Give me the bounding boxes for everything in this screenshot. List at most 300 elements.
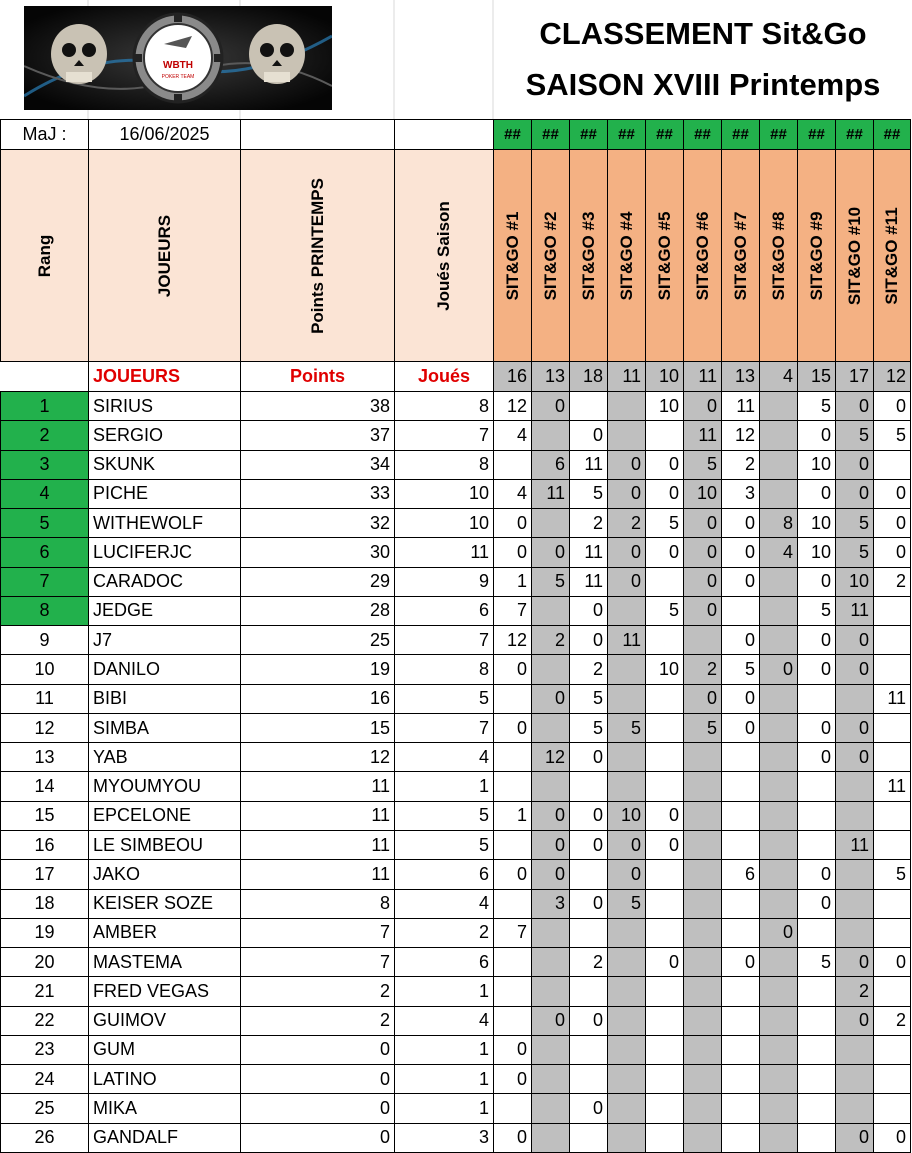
rank-cell: 2 (1, 421, 89, 450)
points-cell: 2 (241, 1006, 395, 1035)
table-row (1, 421, 911, 450)
rank-cell: 26 (1, 1123, 89, 1152)
sitgo-score-cell (836, 889, 874, 918)
sitgo-score-cell: 0 (874, 392, 911, 421)
sitgo-score-cell (570, 1123, 608, 1152)
table-row (1, 889, 911, 918)
sitgo-score-cell: 4 (760, 538, 798, 567)
title-block (494, 8, 912, 110)
page-title-line1: CLASSEMENT Sit&Go (539, 16, 867, 51)
rank-cell: 3 (1, 450, 89, 479)
points-cell: 15 (241, 713, 395, 742)
hash-cell: ## (798, 120, 836, 150)
sitgo-score-cell (532, 596, 570, 625)
player-name: GANDALF (89, 1123, 241, 1152)
sitgo-score-cell: 0 (684, 567, 722, 596)
sitgo-score-cell (760, 392, 798, 421)
rank-cell: 14 (1, 772, 89, 801)
rank-cell: 5 (1, 509, 89, 538)
sitgo-score-cell: 8 (760, 509, 798, 538)
sitgo-score-cell (722, 801, 760, 830)
logo-text-top: WBTH (163, 60, 193, 71)
sitgo-score-cell: 5 (798, 392, 836, 421)
sitgo-score-cell (532, 918, 570, 947)
sitgo-score-cell (684, 918, 722, 947)
sitgo-score-cell: 0 (874, 509, 911, 538)
sitgo-score-cell: 0 (570, 1094, 608, 1123)
sitgo-score-cell (760, 977, 798, 1006)
sitgo-score-cell: 5 (836, 421, 874, 450)
sitgo-score-cell (874, 801, 911, 830)
played-cell: 5 (395, 684, 494, 713)
sitgo-score-cell: 3 (532, 889, 570, 918)
sitgo-score-cell (646, 889, 684, 918)
sitgo-score-cell (760, 1065, 798, 1094)
sitgo-score-cell (722, 830, 760, 859)
sitgo-score-cell: 10 (646, 392, 684, 421)
sitgo-score-cell: 11 (570, 450, 608, 479)
sitgo-score-cell (608, 392, 646, 421)
table-row (1, 392, 911, 421)
sitgo-score-cell (684, 1065, 722, 1094)
sitgo-score-cell (532, 1123, 570, 1152)
sitgo-score-cell (532, 948, 570, 977)
empty-cell (395, 120, 494, 150)
hash-cell: ## (646, 120, 684, 150)
sitgo-score-cell: 5 (836, 509, 874, 538)
rank-cell: 10 (1, 655, 89, 684)
sitgo-score-cell (684, 830, 722, 859)
player-name: AMBER (89, 918, 241, 947)
sitgo-score-cell (760, 596, 798, 625)
table-row (1, 655, 911, 684)
hash-cell: ## (760, 120, 798, 150)
sitgo-score-cell (608, 1006, 646, 1035)
table-row (1, 1006, 911, 1035)
sitgo-score-cell: 0 (608, 479, 646, 508)
player-name: MYOUMYOU (89, 772, 241, 801)
team-logo (24, 6, 332, 110)
played-cell: 8 (395, 450, 494, 479)
points-cell: 0 (241, 1035, 395, 1064)
sitgo-score-cell: 4 (494, 479, 532, 508)
header-joueurs: JOUEURS (89, 150, 241, 362)
sitgo-score-cell (760, 1094, 798, 1123)
sitgo-score-cell: 5 (798, 596, 836, 625)
sitgo-score-cell: 11 (684, 421, 722, 450)
participants-count: 4 (760, 362, 798, 392)
player-name: SKUNK (89, 450, 241, 479)
hash-cell: ## (874, 120, 911, 150)
sitgo-score-cell (722, 889, 760, 918)
sitgo-score-cell (608, 684, 646, 713)
table-row (1, 1123, 911, 1152)
sitgo-score-cell: 0 (684, 509, 722, 538)
sitgo-score-cell (722, 743, 760, 772)
sitgo-score-cell (760, 479, 798, 508)
sitgo-score-cell: 10 (798, 450, 836, 479)
sitgo-score-cell: 0 (570, 626, 608, 655)
sitgo-score-cell: 0 (570, 1006, 608, 1035)
sitgo-score-cell: 0 (570, 596, 608, 625)
table-row (1, 801, 911, 830)
rank-cell: 16 (1, 830, 89, 859)
participants-count: 11 (608, 362, 646, 392)
sitgo-score-cell (874, 626, 911, 655)
sitgo-score-cell: 0 (646, 450, 684, 479)
played-cell: 2 (395, 918, 494, 947)
sitgo-score-cell: 0 (532, 801, 570, 830)
rank-cell: 15 (1, 801, 89, 830)
sitgo-score-cell: 5 (532, 567, 570, 596)
logo-text-bottom: POKER TEAM (161, 74, 195, 80)
sitgo-score-cell (494, 450, 532, 479)
table-row (1, 1035, 911, 1064)
rank-cell: 25 (1, 1094, 89, 1123)
player-name: JEDGE (89, 596, 241, 625)
sitgo-score-cell (684, 889, 722, 918)
sitgo-score-cell: 2 (684, 655, 722, 684)
participants-count: 15 (798, 362, 836, 392)
sitgo-score-cell (798, 918, 836, 947)
player-name: LATINO (89, 1065, 241, 1094)
player-name: BIBI (89, 684, 241, 713)
sitgo-score-cell: 0 (494, 1123, 532, 1152)
sitgo-score-cell: 0 (532, 392, 570, 421)
played-cell: 11 (395, 538, 494, 567)
played-cell: 7 (395, 626, 494, 655)
rank-cell: 8 (1, 596, 89, 625)
sitgo-score-cell: 0 (874, 1123, 911, 1152)
sitgo-score-cell: 10 (798, 538, 836, 567)
sitgo-score-cell: 0 (798, 567, 836, 596)
subheader-joueurs: JOUEURS (89, 362, 241, 392)
points-cell: 30 (241, 538, 395, 567)
sitgo-score-cell (570, 860, 608, 889)
participants-count: 18 (570, 362, 608, 392)
participants-count: 13 (532, 362, 570, 392)
sitgo-score-cell (760, 860, 798, 889)
sitgo-score-cell: 0 (532, 830, 570, 859)
sitgo-score-cell: 10 (798, 509, 836, 538)
sitgo-score-cell (874, 1065, 911, 1094)
sitgo-score-cell (874, 450, 911, 479)
rank-cell: 24 (1, 1065, 89, 1094)
sitgo-score-cell: 2 (874, 567, 911, 596)
sitgo-score-cell (722, 772, 760, 801)
player-name: DANILO (89, 655, 241, 684)
sitgo-score-cell: 6 (722, 860, 760, 889)
sitgo-score-cell: 5 (646, 596, 684, 625)
sitgo-score-cell: 11 (836, 830, 874, 859)
sitgo-score-cell: 7 (494, 596, 532, 625)
sitgo-score-cell: 0 (874, 479, 911, 508)
table-row (1, 948, 911, 977)
rank-cell: 23 (1, 1035, 89, 1064)
sitgo-score-cell (608, 655, 646, 684)
sitgo-score-cell (646, 1123, 684, 1152)
sitgo-score-cell (532, 1094, 570, 1123)
sitgo-score-cell: 0 (646, 479, 684, 508)
points-cell: 33 (241, 479, 395, 508)
sitgo-score-cell: 0 (532, 538, 570, 567)
sitgo-score-cell: 0 (532, 860, 570, 889)
played-cell: 1 (395, 1094, 494, 1123)
played-cell: 6 (395, 948, 494, 977)
played-cell: 4 (395, 889, 494, 918)
sitgo-score-cell: 5 (570, 684, 608, 713)
player-name: EPCELONE (89, 801, 241, 830)
sitgo-score-cell (684, 801, 722, 830)
points-cell: 38 (241, 392, 395, 421)
participants-count: 12 (874, 362, 911, 392)
points-cell: 11 (241, 772, 395, 801)
sitgo-score-cell (722, 1123, 760, 1152)
maj-date: 16/06/2025 (89, 120, 241, 150)
sitgo-score-cell (684, 1094, 722, 1123)
participants-count: 16 (494, 362, 532, 392)
sitgo-score-cell: 0 (494, 509, 532, 538)
sitgo-score-cell: 7 (494, 918, 532, 947)
sitgo-score-cell (722, 1006, 760, 1035)
sitgo-score-cell: 5 (608, 713, 646, 742)
sitgo-score-cell (760, 830, 798, 859)
table-row (1, 626, 911, 655)
sitgo-score-cell (646, 743, 684, 772)
sitgo-score-cell: 0 (646, 801, 684, 830)
table-row (1, 596, 911, 625)
player-name: YAB (89, 743, 241, 772)
empty-cell (241, 120, 395, 150)
sitgo-score-cell: 0 (836, 450, 874, 479)
player-name: JAKO (89, 860, 241, 889)
sitgo-score-cell: 0 (494, 713, 532, 742)
player-name: WITHEWOLF (89, 509, 241, 538)
sitgo-score-cell (646, 421, 684, 450)
sitgo-score-cell: 5 (836, 538, 874, 567)
sitgo-score-cell (608, 1123, 646, 1152)
sitgo-score-cell: 12 (494, 626, 532, 655)
played-cell: 1 (395, 1035, 494, 1064)
sitgo-score-cell (646, 713, 684, 742)
sitgo-score-cell (798, 684, 836, 713)
sitgo-score-cell (798, 1094, 836, 1123)
points-cell: 29 (241, 567, 395, 596)
sitgo-score-cell (684, 977, 722, 1006)
sitgo-score-cell: 0 (722, 948, 760, 977)
sitgo-score-cell (532, 772, 570, 801)
sitgo-score-cell (494, 1094, 532, 1123)
hash-cell: ## (684, 120, 722, 150)
sitgo-score-cell (608, 1035, 646, 1064)
sitgo-score-cell: 0 (836, 655, 874, 684)
poker-chip-skulls-logo-icon (24, 6, 332, 110)
sitgo-score-cell (532, 713, 570, 742)
sitgo-score-cell: 11 (532, 479, 570, 508)
table-row (1, 830, 911, 859)
participants-count: 11 (684, 362, 722, 392)
table-row (1, 509, 911, 538)
sitgo-score-cell (494, 772, 532, 801)
sitgo-score-cell (760, 948, 798, 977)
table-row (1, 713, 911, 742)
empty-cell (1, 362, 89, 392)
player-name: SERGIO (89, 421, 241, 450)
sitgo-score-cell: 6 (532, 450, 570, 479)
header-sitgo-7: SIT&GO #7 (722, 150, 760, 362)
played-cell: 7 (395, 421, 494, 450)
sitgo-score-cell: 0 (608, 450, 646, 479)
sitgo-score-cell: 0 (722, 713, 760, 742)
sitgo-score-cell (798, 1123, 836, 1152)
sitgo-score-cell: 12 (722, 421, 760, 450)
sitgo-score-cell: 0 (874, 538, 911, 567)
sitgo-score-cell (722, 596, 760, 625)
sitgo-score-cell (684, 743, 722, 772)
sitgo-score-cell (532, 421, 570, 450)
table-row (1, 918, 911, 947)
played-cell: 5 (395, 830, 494, 859)
sitgo-score-cell: 10 (646, 655, 684, 684)
player-name: KEISER SOZE (89, 889, 241, 918)
rank-cell: 11 (1, 684, 89, 713)
sitgo-score-cell: 0 (646, 830, 684, 859)
rank-cell: 9 (1, 626, 89, 655)
sitgo-score-cell (684, 626, 722, 655)
header-joues: Joués Saison (395, 150, 494, 362)
played-cell: 1 (395, 1065, 494, 1094)
points-cell: 34 (241, 450, 395, 479)
sitgo-score-cell: 5 (798, 948, 836, 977)
points-cell: 16 (241, 684, 395, 713)
header-sitgo-9: SIT&GO #9 (798, 150, 836, 362)
sitgo-score-cell: 0 (836, 713, 874, 742)
sitgo-score-cell (646, 1006, 684, 1035)
header-sitgo-4: SIT&GO #4 (608, 150, 646, 362)
sitgo-score-cell: 5 (684, 450, 722, 479)
header-sitgo-6: SIT&GO #6 (684, 150, 722, 362)
sitgo-score-cell (874, 1035, 911, 1064)
sitgo-score-cell (874, 655, 911, 684)
played-cell: 1 (395, 772, 494, 801)
sitgo-score-cell: 2 (570, 948, 608, 977)
sitgo-score-cell (608, 1094, 646, 1123)
points-cell: 12 (241, 743, 395, 772)
sitgo-score-cell: 11 (874, 684, 911, 713)
subheader-joues: Joués (395, 362, 494, 392)
played-cell: 6 (395, 860, 494, 889)
sitgo-score-cell: 0 (798, 655, 836, 684)
sitgo-score-cell: 5 (608, 889, 646, 918)
sitgo-score-cell: 0 (722, 626, 760, 655)
sitgo-score-cell (608, 421, 646, 450)
sitgo-score-cell: 0 (798, 626, 836, 655)
sitgo-score-cell (684, 1006, 722, 1035)
sitgo-score-cell: 0 (798, 421, 836, 450)
player-name: CARADOC (89, 567, 241, 596)
sitgo-score-cell: 4 (494, 421, 532, 450)
table-row (1, 743, 911, 772)
sitgo-score-cell (760, 450, 798, 479)
sitgo-score-cell (532, 977, 570, 1006)
sitgo-score-cell (760, 801, 798, 830)
sitgo-score-cell (760, 743, 798, 772)
sitgo-score-cell: 5 (722, 655, 760, 684)
player-name: PICHE (89, 479, 241, 508)
header-sitgo-3: SIT&GO #3 (570, 150, 608, 362)
sitgo-score-cell (836, 1094, 874, 1123)
sitgo-score-cell (494, 889, 532, 918)
sitgo-score-cell (570, 392, 608, 421)
rank-cell: 20 (1, 948, 89, 977)
table-row (1, 538, 911, 567)
table-row (1, 684, 911, 713)
player-name: SIRIUS (89, 392, 241, 421)
sitgo-score-cell (494, 830, 532, 859)
sitgo-score-cell: 0 (608, 538, 646, 567)
rank-cell: 12 (1, 713, 89, 742)
header-sitgo-11: SIT&GO #11 (874, 150, 911, 362)
sitgo-score-cell (494, 948, 532, 977)
sitgo-score-cell (532, 1035, 570, 1064)
sitgo-score-cell: 0 (494, 655, 532, 684)
sitgo-score-cell (570, 977, 608, 1006)
sitgo-score-cell: 0 (684, 596, 722, 625)
sitgo-score-cell: 0 (684, 392, 722, 421)
sitgo-score-cell (722, 977, 760, 1006)
points-cell: 2 (241, 977, 395, 1006)
sitgo-score-cell (684, 772, 722, 801)
points-cell: 0 (241, 1065, 395, 1094)
sitgo-score-cell (646, 626, 684, 655)
sitgo-score-cell (684, 1123, 722, 1152)
played-cell: 1 (395, 977, 494, 1006)
hash-cell: ## (836, 120, 874, 150)
points-cell: 11 (241, 830, 395, 859)
sitgo-score-cell: 5 (684, 713, 722, 742)
sitgo-score-cell (684, 1035, 722, 1064)
sitgo-score-cell: 0 (570, 830, 608, 859)
sitgo-score-cell: 0 (836, 948, 874, 977)
sitgo-score-cell (836, 684, 874, 713)
header-row (1, 150, 911, 362)
sitgo-score-cell (760, 889, 798, 918)
sitgo-score-cell (798, 1065, 836, 1094)
sitgo-score-cell: 0 (570, 421, 608, 450)
table-row (1, 479, 911, 508)
rank-cell: 22 (1, 1006, 89, 1035)
header-points: Points PRINTEMPS (241, 150, 395, 362)
sitgo-score-cell: 5 (874, 860, 911, 889)
sitgo-score-cell: 2 (874, 1006, 911, 1035)
header-sitgo-10: SIT&GO #10 (836, 150, 874, 362)
rank-cell: 13 (1, 743, 89, 772)
sitgo-score-cell: 0 (722, 538, 760, 567)
player-name: GUIMOV (89, 1006, 241, 1035)
sitgo-score-cell (760, 713, 798, 742)
table-row (1, 772, 911, 801)
header-sitgo-8: SIT&GO #8 (760, 150, 798, 362)
sitgo-score-cell (646, 860, 684, 889)
sitgo-score-cell (646, 772, 684, 801)
sitgo-score-cell: 0 (532, 1006, 570, 1035)
points-cell: 8 (241, 889, 395, 918)
sitgo-score-cell (722, 1094, 760, 1123)
sitgo-score-cell (684, 860, 722, 889)
hash-cell: ## (532, 120, 570, 150)
played-cell: 9 (395, 567, 494, 596)
sitgo-score-cell (798, 801, 836, 830)
